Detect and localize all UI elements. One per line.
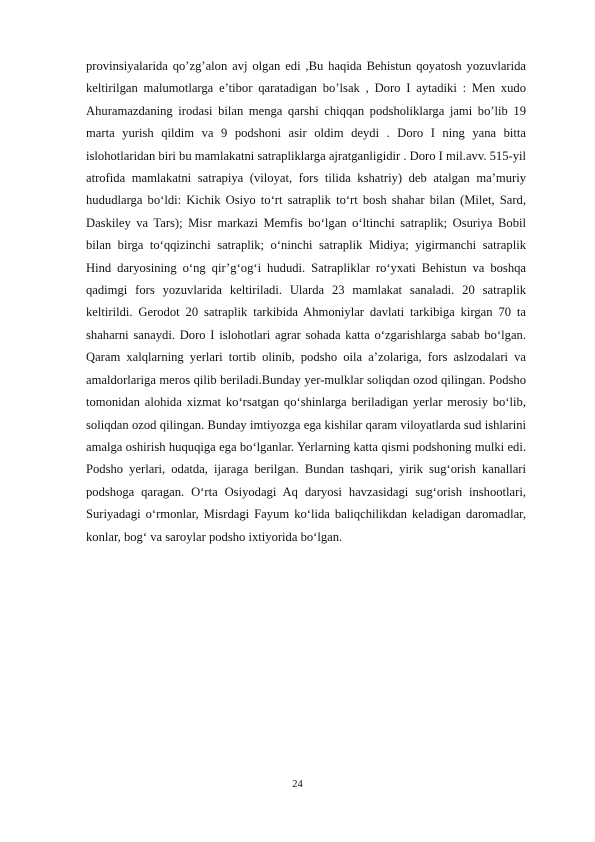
body-paragraph: provinsiyalarida qo’zg’alon avj olgan edi ,Bu haqida Behistun qoyatosh yozuvlarida keltirilgan malumotlarga e’tibor qaratadigan bo’lsak , Doro I aytadiki : Men xudo Ahuramazdaning irodasi bilan menga qarshi chiqqan podsholiklarga jami bo’lib 19 marta yurish qildim va 9 podshoni asir oldim deydi . Doro I ning yana bitta islohotlaridan biri bu mamlakatni satrapliklarga ajratganligidir . Doro I mil.avv. 515-yil atrofida mamlakatni satrapiya (viloyat, fors tilida kshatriy) deb atalgan ma’muriy hududlarga bo‘ldi: Kichik Osiyo to‘rt satraplik to‘rt bosh shahar bilan (Milet, Sard, Daskiley va Tars); Misr markazi Memfis bo‘lgan o‘ltinchi satraplik; Osuriya Bobil bilan birga to‘qqizinchi satraplik; o‘ninchi satraplik Midiya; yigirmanchi satraplik Hind daryosining o‘ng qir’g‘og‘i hududi. Satrapliklar ro‘yxati Behistun va boshqa qadimgi fors yozuvlarida keltiriladi. Ularda 23 mamlakat sanaladi. 20 satraplik keltirildi. Gerodot 20 satraplik tarkibida Ahmoniylar davlati tarkibiga kirgan 70 ta shaharni sanaydi. Doro I islohotlari agrar sohada katta o‘zgarishlarga sabab bo‘lgan. Qaram xalqlarning yerlari tortib olinib, podsho oila a’zolariga, fors aslzodalari va amaldorlariga meros qilib beriladi.Bunday yer-mulklar soliqdan ozod qilingan. Podsho tomonidan alohida xizmat ko‘rsatgan qo‘shinlarga beriladigan yerlar merosiy bo‘lib, soliqdan ozod qilingan. Bunday imtiyozga ega kishilar qaram viloyatlarda sud ishlarini amalga oshirish huquqiga ega bo‘lganlar. Yerlarning katta qismi podshoning mulki edi. Podsho yerlari, odatda, ijaraga berilgan. Bundan tashqari, yirik sug‘orish kanallari podshoga qaragan. O‘rta Osiyodagi Aq daryosi havzasidagi sug‘orish inshootlari, Suriyadagi o‘rmonlar, Misrdagi Fayum ko‘lida baliqchilikdan keladigan daromadlar, konlar, bog‘ va saroylar podsho ixtiyorida bo‘lgan.: [86, 59, 526, 544]
page-number: 24: [292, 779, 303, 790]
